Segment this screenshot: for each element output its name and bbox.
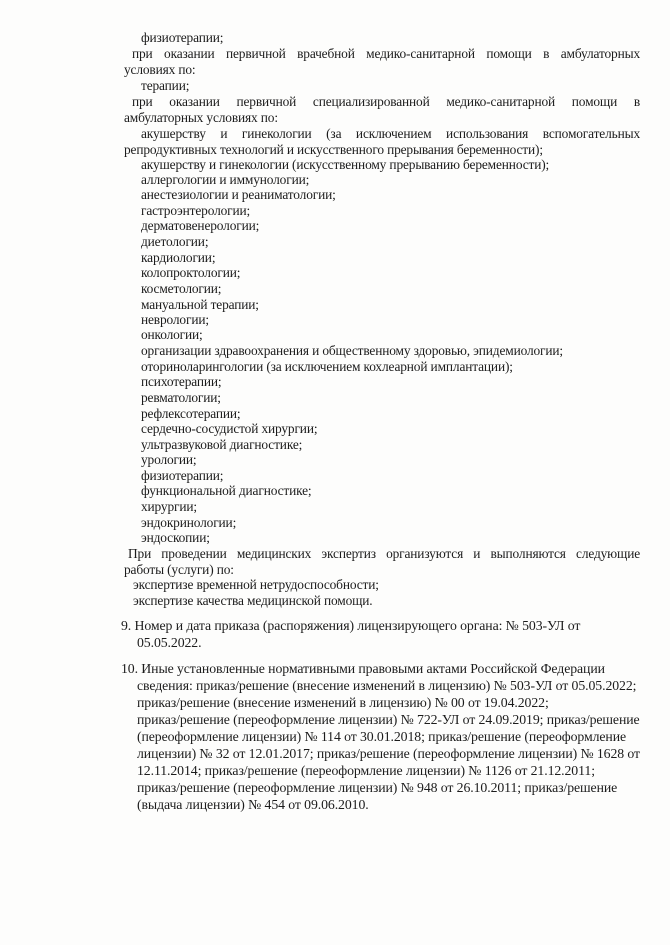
service-line: гастроэнтерологии; (141, 203, 251, 218)
service-line: хирургии; (141, 499, 197, 514)
service-line: эндоскопии; (141, 530, 210, 545)
section-9-line-1: 9. Номер и дата приказа (распоряжения) лицензирующего органа: № 503-УЛ от (121, 618, 581, 633)
service-line: оториноларингологии (за исключением кохлеарной имплантации); (141, 359, 513, 374)
service-line: работы (услуги) по: (124, 562, 234, 577)
service-line: функциональной диагностике; (141, 483, 312, 498)
service-line: физиотерапии; (141, 468, 224, 483)
service-line: амбулаторных условиях по: (124, 110, 278, 125)
section-10-line-4: приказ/решение (переоформление лицензии) № 722-УЛ от 24.09.2019; приказ/решение (137, 712, 640, 727)
section-10-line-5: (переоформление лицензии) № 114 от 30.01.2018; приказ/решение (переоформление (137, 729, 627, 744)
service-line: ультразвуковой диагностике; (141, 437, 303, 452)
section-10-line-3: приказ/решение (внесение изменений в лицензию) № 00 от 19.04.2022; (137, 695, 549, 710)
service-line: дерматовенерологии; (141, 218, 260, 233)
service-line: ревматологии; (141, 390, 221, 405)
section-10-line-8: приказ/решение (переоформление лицензии) № 948 от 26.10.2011; приказ/решение (137, 780, 618, 795)
service-line: экспертизе качества медицинской помощи. (133, 593, 373, 608)
service-line: анестезиологии и реаниматологии; (141, 187, 336, 202)
service-line: сердечно-сосудистой хирургии; (141, 421, 318, 436)
section-10-line-6: лицензии) № 32 от 12.01.2017; приказ/решение (переоформление лицензии) № 1628 от (137, 746, 640, 761)
service-line: кардиологии; (141, 250, 216, 265)
service-line: экспертизе временной нетрудоспособности; (133, 577, 379, 592)
service-line: урологии; (141, 452, 197, 467)
service-line: при оказании первичной специализированной медико-санитарной помощи в (132, 94, 640, 109)
section-10-line-9: (выдача лицензии) № 454 от 09.06.2010. (137, 797, 369, 812)
service-line: При проведении медицинских экспертиз организуются и выполняются следующие (128, 546, 640, 561)
service-line: физиотерапии; (141, 30, 224, 45)
service-line: эндокринологии; (141, 515, 237, 530)
service-line: онкологии; (141, 327, 203, 342)
service-line: колопроктологии; (141, 265, 241, 280)
service-line: репродуктивных технологий и искусственного прерывания беременности); (124, 142, 543, 157)
service-line: косметологии; (141, 281, 222, 296)
section-10-line-1: 10. Иные установленные нормативными правовыми актами Российской Федерации (121, 661, 605, 676)
section-10-line-2: сведения: приказ/решение (внесение изменений в лицензию) № 503-УЛ от 05.05.2022; (137, 678, 637, 693)
service-line: условиях по: (124, 62, 196, 77)
service-line: рефлексотерапии; (141, 406, 241, 421)
service-line: акушерству и гинекологии (искусственному прерыванию беременности); (141, 157, 550, 172)
service-line: аллергологии и иммунологии; (141, 172, 310, 187)
section-10-line-7: 12.11.2014; приказ/решение (переоформление лицензии) № 1126 от 21.12.2011; (137, 763, 595, 778)
service-line: терапии; (141, 78, 190, 93)
service-line: мануальной терапии; (141, 297, 259, 312)
service-line: при оказании первичной врачебной медико-санитарной помощи в амбулаторных (132, 46, 640, 61)
service-line: акушерству и гинекологии (за исключением использования вспомогательных (141, 126, 640, 141)
section-9-line-2: 05.05.2022. (137, 635, 202, 650)
service-line: диетологии; (141, 234, 209, 249)
service-line: психотерапии; (141, 374, 222, 389)
service-line: организации здравоохранения и общественному здоровью, эпидемиологии; (141, 343, 563, 358)
service-line: неврологии; (141, 312, 209, 327)
